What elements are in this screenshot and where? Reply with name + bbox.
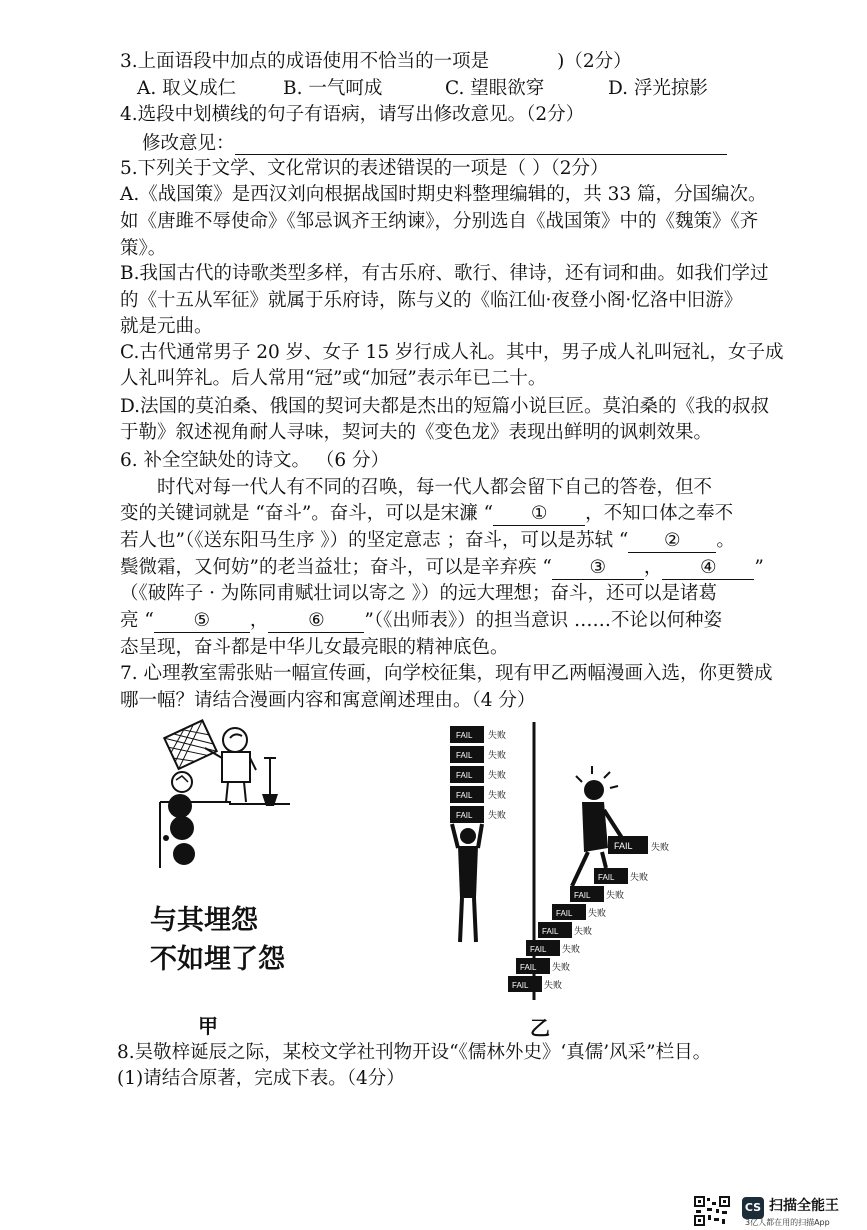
blank-1[interactable]: ① <box>493 503 585 526</box>
q3-option-b: B. 一气呵成 <box>283 78 383 99</box>
fail-cn-label: 失败 <box>488 770 507 780</box>
fail-label: FAIL <box>574 891 591 900</box>
q6-line: 态呈现，奋斗都是中华儿女最亮眼的精神底色。 <box>120 637 509 658</box>
fail-cn-label: 失败 <box>488 730 507 740</box>
q3-stem-text: 3.上面语段中加点的成语使用不恰当的一项是 <box>120 51 490 72</box>
fail-label: FAIL <box>456 791 473 800</box>
q5-line: B.我国古代的诗歌类型多样，有古乐府、歌行、律诗，还有词和曲。如我们学过 <box>120 263 769 284</box>
scanner-brand: 扫描全能王 <box>769 1198 839 1214</box>
cartoon-b-drawing <box>446 718 676 1000</box>
cartoon-a-drawing <box>150 718 300 868</box>
q8-line: (1)请结合原著，完成下表。（4分） <box>117 1068 405 1089</box>
q5-line: 策》。 <box>120 238 167 259</box>
q8-line: 8.吴敬梓诞辰之际，某校文学社刊物开设“《儒林外史》‘真儒’风采”栏目。 <box>117 1042 712 1063</box>
q6-line <box>120 556 764 580</box>
q7-line: 7. 心理教室需张贴一幅宣传画，向学校征集，现有甲乙两幅漫画入选，你更赞成 <box>120 663 773 684</box>
q6-text: ”（《出师表》）的担当意识 ……不论以何种姿 <box>364 610 722 631</box>
fail-cn-label: 失败 <box>552 962 571 972</box>
cartoon-a-caption-line-2: 不如埋了怨 <box>150 944 285 975</box>
fail-cn-label: 失败 <box>588 908 607 918</box>
q6-line <box>120 502 733 526</box>
fail-label: FAIL <box>614 841 633 851</box>
blank-4[interactable]: ④ <box>662 557 754 580</box>
cartoon-a-label: 甲 <box>198 1014 218 1038</box>
fail-cn-label: 失败 <box>488 750 507 760</box>
left-fail-stack <box>450 726 506 823</box>
fail-cn-label: 失败 <box>488 810 507 820</box>
fail-label: FAIL <box>512 981 529 990</box>
cartoon-b-label: 乙 <box>530 1016 550 1040</box>
blank-3[interactable]: ③ <box>552 557 644 580</box>
right-fail-stairs <box>508 836 669 992</box>
blank-6[interactable]: ⑥ <box>268 610 364 633</box>
fail-cn-label: 失败 <box>574 926 593 936</box>
scanner-tagline: 3亿人都在用的扫描App <box>745 1218 830 1227</box>
q3-stem <box>120 50 632 74</box>
fail-label: FAIL <box>456 751 473 760</box>
fail-cn-label: 失败 <box>488 790 507 800</box>
q5-line: 的《十五从军征》就属于乐府诗，陈与义的《临江仙·夜登小阁·忆洛中旧游》 <box>120 290 743 311</box>
q6-text: 若人也”（《送东阳马生序 》）的坚定意志 ；奋斗，可以是苏轼 “ <box>120 530 629 551</box>
fail-cn-label: 失败 <box>562 944 581 954</box>
fail-label: FAIL <box>542 927 559 936</box>
q6-text: 。 <box>716 530 735 551</box>
fail-label: FAIL <box>598 873 615 882</box>
q3-option-a: A. 取义成仁 <box>137 78 237 99</box>
qr-code-icon <box>694 1196 734 1228</box>
q4-answer-label: 修改意见： <box>142 133 235 154</box>
q4-answer-line[interactable] <box>235 154 727 155</box>
cartoon-a-caption-line-1: 与其埋怨 <box>150 905 258 936</box>
fail-cn-label: 失败 <box>544 980 563 990</box>
q6-line: 时代对每一代人有不同的召唤，每一代人都会留下自己的答卷，但不 <box>157 477 713 498</box>
fail-label: FAIL <box>456 811 473 820</box>
blank-5[interactable]: ⑤ <box>154 610 250 633</box>
q5-line: 人礼叫笄礼。后人常用“冠”或“加冠”表示年已二十。 <box>120 368 547 389</box>
q6-text: 变的关键词就是 “奋斗”。奋斗，可以是宋濂 “ <box>120 503 494 524</box>
q7-line: 哪一幅？请结合漫画内容和寓意阐述理由。（4 分） <box>120 690 536 711</box>
q5-line: D.法国的莫泊桑、俄国的契诃夫都是杰出的短篇小说巨匠。莫泊桑的《我的叔叔 <box>120 396 770 417</box>
blank-2[interactable]: ② <box>628 530 716 553</box>
q6-line <box>120 529 735 553</box>
q6-text: 亮 “ <box>120 610 154 631</box>
q6-line: （《破阵子 · 为陈同甫赋壮词以寄之 》）的远大理想；奋斗，还可以是诸葛 <box>120 583 718 604</box>
fail-label: FAIL <box>556 909 573 918</box>
q6-text: ” <box>754 557 764 578</box>
fail-cn-label: 失败 <box>606 890 625 900</box>
q6-line <box>120 609 722 633</box>
q5-line: 如《唐雎不辱使命》《邹忌讽齐王纳谏》，分别选自《战国策》中的《魏策》《齐 <box>120 211 759 232</box>
fail-label: FAIL <box>530 945 547 954</box>
q3-option-c: C. 望眼欲穿 <box>445 78 545 99</box>
q5-line: A.《战国策》是西汉刘向根据战国时期史料整理编辑的，共 33 篇，分国编次。 <box>120 184 767 205</box>
q6-text: ， <box>643 557 663 578</box>
q3-option-d: D. 浮光掠影 <box>608 78 708 99</box>
scanner-logo-icon: CS <box>742 1197 764 1219</box>
q5-stem: 5.下列关于文学、文化常识的表述错误的一项是（ ）（2分） <box>120 158 609 179</box>
q6-text: 鬓微霜，又何妨”的老当益壮；奋斗，可以是辛弃疾 “ <box>120 557 552 578</box>
q6-text: ， <box>249 610 269 631</box>
fail-label: FAIL <box>456 771 473 780</box>
q5-line: 于勒》叙述视角耐人寻味，契诃夫的《变色龙》表现出鲜明的讽刺效果。 <box>120 422 713 443</box>
q4-stem: 4.选段中划横线的句子有语病，请写出修改意见。（2分） <box>120 104 585 125</box>
q6-stem: 6. 补全空缺处的诗文。 （6 分） <box>120 450 390 471</box>
fail-label: FAIL <box>520 963 537 972</box>
fail-cn-label: 失败 <box>630 872 649 882</box>
q6-text: ，不知口体之奉不 <box>585 503 734 524</box>
q5-line: 就是元曲。 <box>120 316 213 337</box>
q5-line: C.古代通常男子 20 岁、女子 15 岁行成人礼。其中，男子成人礼叫冠礼，女子成 <box>120 342 784 363</box>
q3-paren: )（2分） <box>557 51 632 72</box>
fail-label: FAIL <box>456 731 473 740</box>
fail-cn-label: 失败 <box>651 842 670 852</box>
